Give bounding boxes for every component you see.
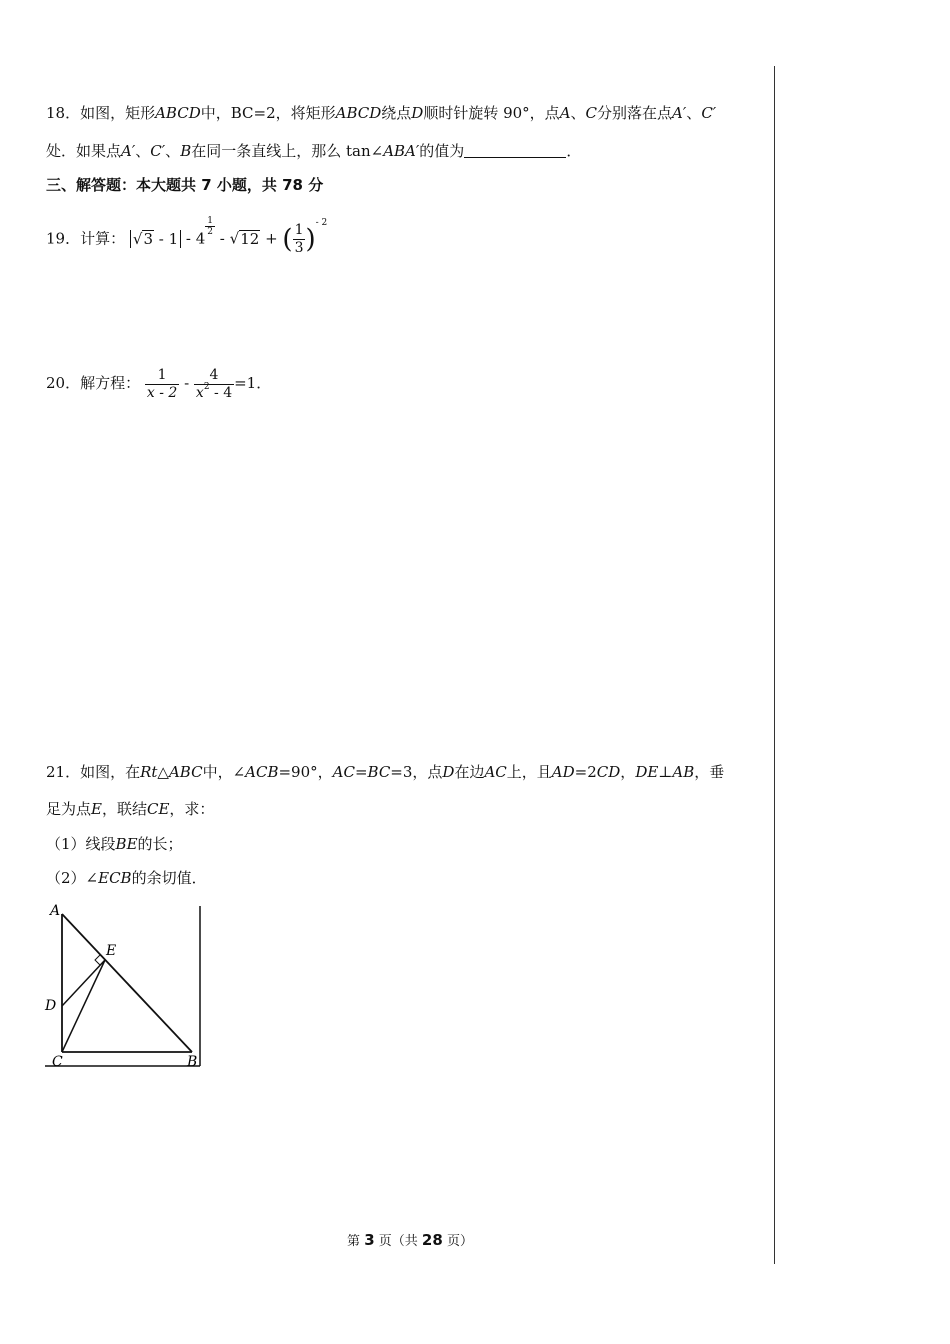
page-footer: 第 3 页（共 28 页）: [347, 1231, 473, 1249]
label-c: C: [52, 1054, 63, 1070]
label-d: D: [45, 998, 57, 1014]
section-heading: 三、解答题：本大题共 7 小题，共 78 分: [46, 176, 324, 194]
segment-de: [62, 960, 105, 1006]
q19-expression: 19．计算： √3 - 1 - 4 $\frac{1}{2}$ - √12 + ( $\frac{1}{3}$ )$^{- 2}$: [46, 216, 328, 256]
total-pages: 28: [421, 1231, 443, 1249]
triangle-figure: [40, 900, 210, 1075]
abs-value: √3 - 1: [130, 230, 181, 248]
q18-line1: 18．如图，矩形ABCD中，BC=2，将矩形ABCD绕点D顺时针旋转 90°，点A、C分别落在点A′、C′: [46, 104, 717, 122]
segment-ab: [62, 914, 192, 1052]
label-a: A: [50, 903, 61, 919]
q18-line2: 处．如果点A′、C′、B在同一条直线上，那么 tan∠ABA′的值为 ．: [46, 142, 582, 160]
page-margin-rule: [774, 66, 775, 1264]
q21-part2: （2）∠ECB的余切值．: [46, 869, 207, 887]
q21-line1: 21．如图，在Rt△ABC中，∠ACB=90°，AC=BC=3，点D在边AC上，且AD=2CD，DE⊥AB，垂: [46, 763, 725, 781]
q20-equation: 20．解方程： $\frac{1}{x - 2}$ - $\frac{4}{x^2 - 4}$ =1．: [46, 366, 272, 401]
label-e: E: [106, 943, 117, 959]
q21-line2: 足为点E，联结CE，求：: [46, 800, 215, 818]
label-b: B: [187, 1054, 198, 1070]
answer-blank[interactable]: [464, 143, 566, 158]
segment-ce: [62, 960, 105, 1052]
q21-part1: （1）线段BE的长；: [46, 835, 183, 853]
page-number: 3: [364, 1231, 375, 1249]
